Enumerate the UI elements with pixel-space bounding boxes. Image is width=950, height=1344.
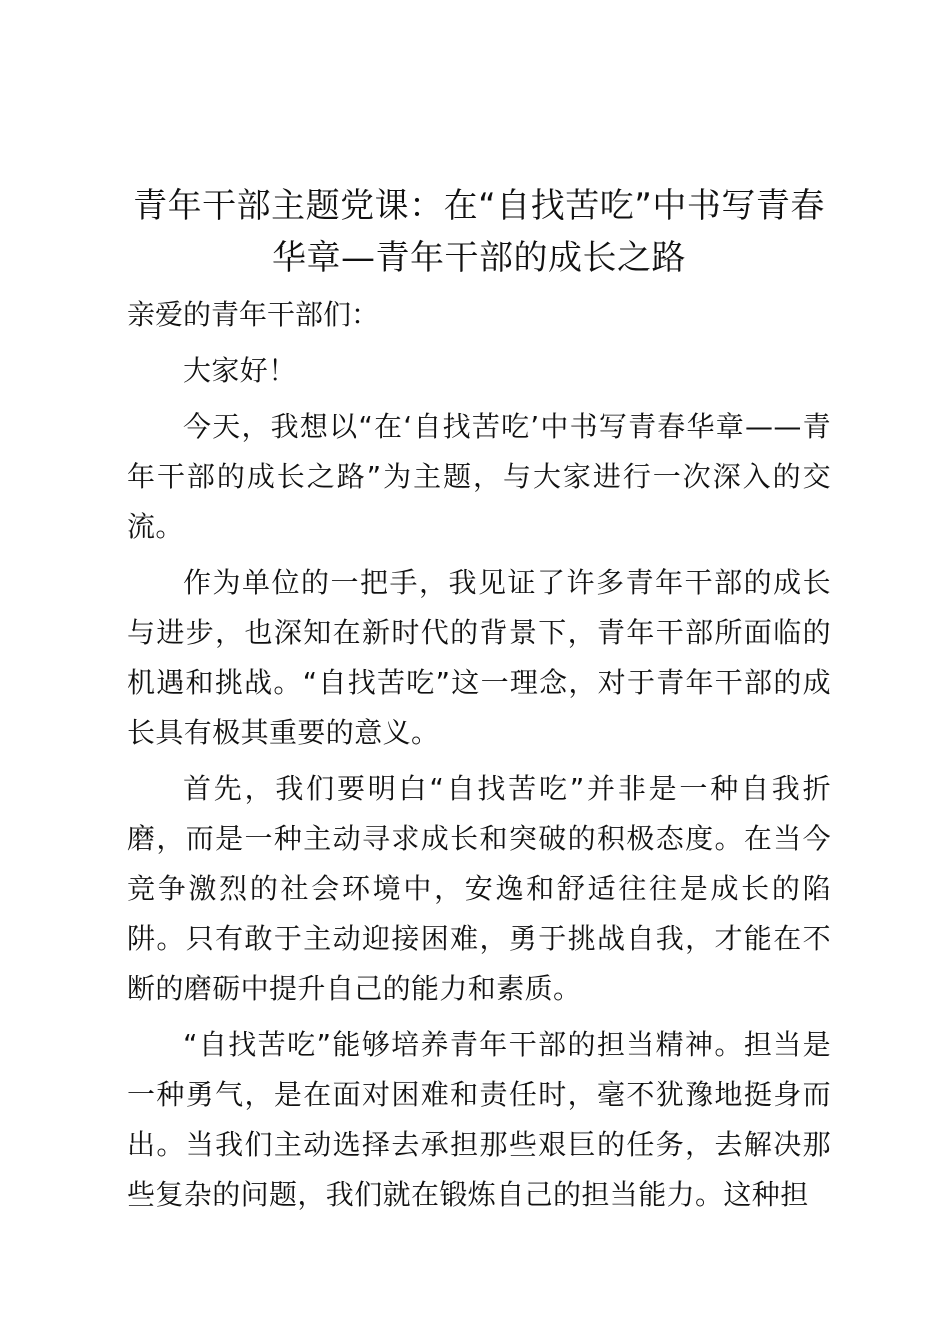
paragraph-leader-perspective: 作为单位的一把手，我见证了许多青年干部的成长与进步，也深知在新时代的背景下，青年干部所面临的机遇和挑战。“自找苦吃”这一理念，对于青年干部的成长具有极其重要的意义。: [127, 566, 831, 749]
document-title: 青年干部主题党课：在“自找苦吃”中书写青春华章—青年干部的成长之路: [133, 186, 825, 278]
salutation: 亲爱的青年干部们：: [127, 298, 380, 331]
paragraph-topic-intro: 今天，我想以“在‘自找苦吃’中书写青春华章——青年干部的成长之路”为主题，与大家进行一次深入的交流。: [127, 410, 831, 543]
paragraph-first-point: 首先，我们要明白“自找苦吃”并非是一种自我折磨，而是一种主动寻求成长和突破的积极态度。在当今竞争激烈的社会环境中，安逸和舒适往往是成长的陷阱。只有敢于主动迎接困难，勇于挑战自我，才能在不断的磨砺中提升自己的能力和素质。: [127, 772, 831, 1005]
document-page: [127, 180, 831, 1220]
paragraph-responsibility: “自找苦吃”能够培养青年干部的担当精神。担当是一种勇气，是在面对困难和责任时，毫不犹豫地挺身而出。当我们主动选择去承担那些艰巨的任务，去解决那些复杂的问题，我们就在锻炼自己的担当能力。这种担: [127, 1028, 831, 1211]
paragraph-greeting: 大家好！: [183, 354, 297, 387]
